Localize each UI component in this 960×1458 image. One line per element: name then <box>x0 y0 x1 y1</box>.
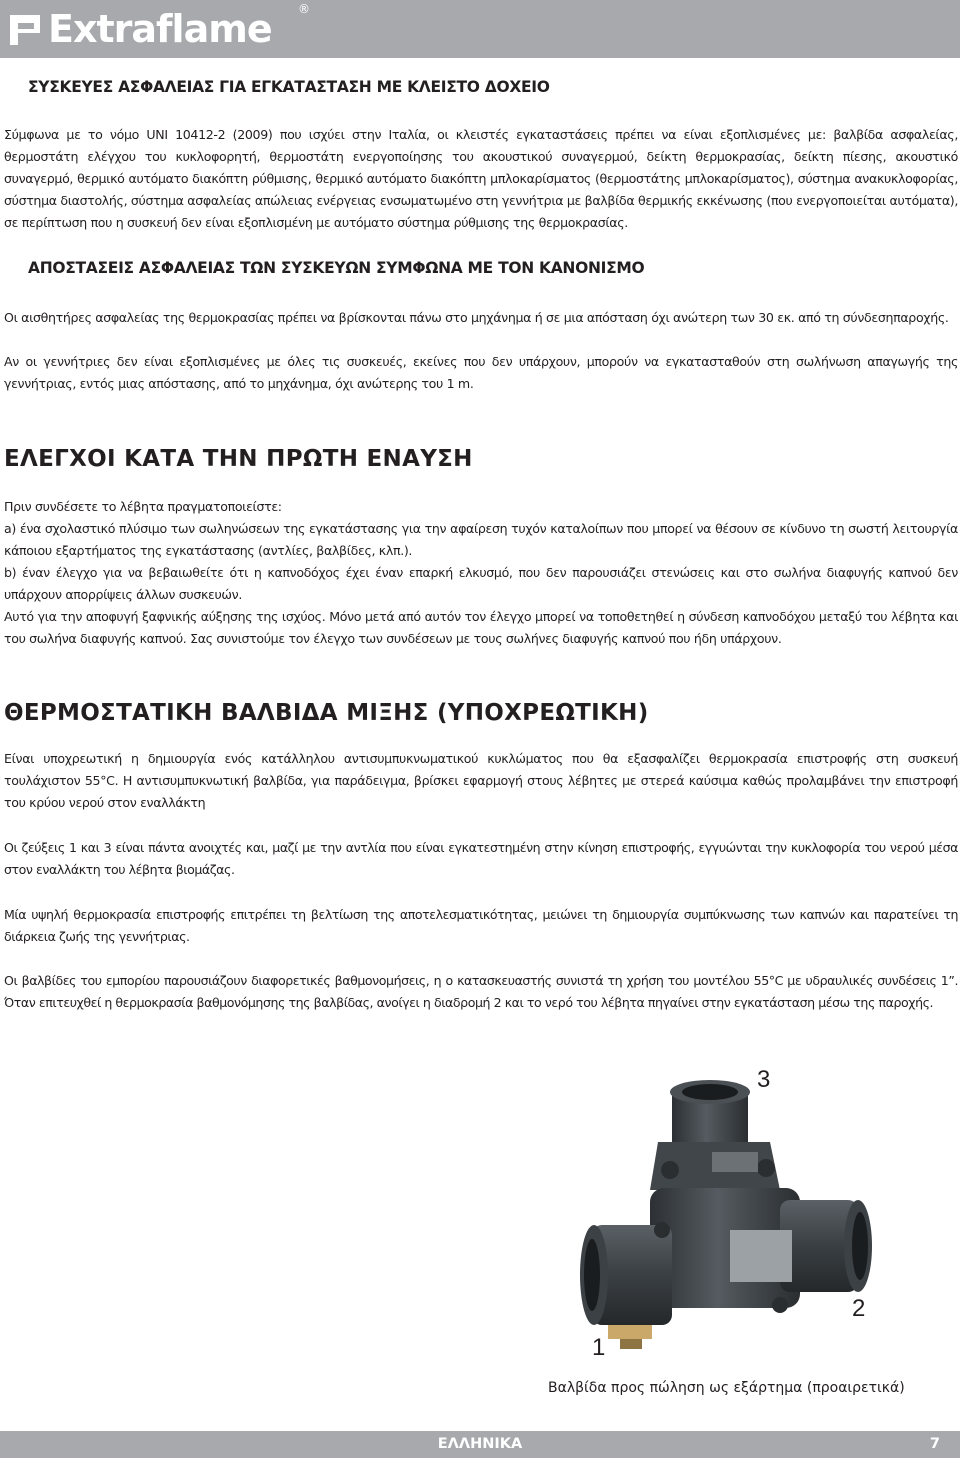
header-bar <box>0 0 960 58</box>
registered-mark: ® <box>298 2 310 16</box>
logo-mark-icon <box>8 11 44 47</box>
paragraph-high-return-temp: Μία υψηλή θερμοκρασία επιστροφής επιτρέπει τη βελτίωση της αποτελεσματικότητας, μειώνει τη δημιουργία συμπύκνωσης των καπνών και παρατείνει τη διάρκεια ζωής της γεννήτριας. <box>4 907 958 944</box>
section-title-first-ignition-checks: ΕΛΕΓΧΟΙ ΚΑΤΑ ΤΗΝ ΠΡΩΤΗ ΕΝΑΥΣΗ <box>4 446 473 472</box>
brand-name: Extraflame <box>48 7 272 51</box>
valve-figure <box>580 1080 880 1375</box>
paragraph-power-surge: Αυτό για την αποφυγή ξαφνικής αύξησης της ισχύος. Μόνο μετά από αυτόν τον έλεγχο μπορεί να τοποθετηθεί η σύνδεση καπνοδόχου μεταξύ του λέβητα και του σωλήνα διαφυγής καπνού. Σας συνιστούμε τον έλεγχο των συνδέσεων με τους σωλήνες διαφυγής καπνού που ήδη υπάρχουν. <box>4 609 958 646</box>
paragraph-before-connecting: Πριν συνδέσετε το λέβητα πραγματοποιείστε: <box>4 499 282 514</box>
footer-bar <box>0 1431 960 1458</box>
section-title-thermostatic-valve: ΘΕΡΜΟΣΤΑΤΙΚΗ ΒΑΛΒΙΔΑ ΜΙΞΗΣ (ΥΠΟΧΡΕΩΤΙΚΗ) <box>4 700 649 726</box>
paragraph-check-b: b) έναν έλεγχο για να βεβαιωθείτε ότι η καπνοδόχος έχει έναν επαρκή ελκυσμό, που δεν παρουσιάζει στενώσεις και στο σωλήνα διαφυγής καπνού δεν υπάρχουν απορρίψεις άλλων συσκευών. <box>4 565 958 602</box>
thermostatic-valve-image <box>580 1080 880 1375</box>
paragraph-connections: Οι ζεύξεις 1 και 3 είναι πάντα ανοιχτές και, μαζί με την αντλία που είναι εγκατεστημένη στην κίνηση επιστροφής, εγγυώνται την κυκλοφορία του νερού μέσα στον εναλλάκτη του λέβητα βιομάζας. <box>4 840 958 877</box>
figure-caption: Βαλβίδα προς πώληση ως εξάρτημα (προαιρετικά) <box>548 1380 905 1396</box>
section-title-safety-distances: ΑΠΟΣΤΑΣΕΙΣ ΑΣΦΑΛΕΙΑΣ ΤΩΝ ΣΥΣΚΕΥΩΝ ΣΥΜΦΩΝΑ ΜΕ ΤΟΝ ΚΑΝΟΝΙΣΜΟ <box>28 259 645 277</box>
callout-label-1: 1 <box>592 1334 606 1361</box>
paragraph-anticondensation: Είναι υποχρεωτική η δημιουργία ενός κατάλληλου αντισυμπυκνωματικού κυκλώματος που θα εξασφαλίζει θερμοκρασία επιστροφής στη συσκευή τουλάχιστον 55°C. Η αντισυμπυκνωτική βαλβίδα, για παράδειγμα, βρίσκει εφαρμογή στους λέβητες με στερεά καύσιμα καθώς προλαμβάνει την επιστροφή του κρύου νερού στον εναλλάκτη <box>4 751 958 810</box>
footer-language: ΕΛΛΗΝΙΚΑ <box>437 1436 523 1452</box>
paragraph-missing-devices: Αν οι γεννήτριες δεν είναι εξοπλισμένες με όλες τις συσκευές, εκείνες που δεν υπάρχουν, μπορούν να εγκατασταθούν στη σωλήνωση απαγωγής της γεννήτριας, εντός μιας απόστασης, από το μηχάνημα, όχι ανώτερης του 1 m. <box>4 354 958 391</box>
paragraph-safety-devices: Σύμφωνα με το νόμο UNI 10412-2 (2009) που ισχύει στην Ιταλία, οι κλειστές εγκαταστάσεις πρέπει να είναι εξοπλισμένες με: βαλβίδα ασφαλείας, θερμοστάτη ελέγχου του κυκλοφορητή, θερμοστάτη ενεργοποίησης του ακουστικού συναγερμού, δείκτη θερμοκρασίας, δείκτη πίεσης, ακουστικό συναγερμό, θερμικό αυτόματο διακόπτη ρύθμισης, θερμικό αυτόματο διακόπτη μπλοκαρίσματος (θερμοστάτης μπλοκαρίσματος), σύστημα ανακυκλοφορίας, σύστημα διαστολής, σύστημα ασφαλείας απώλειας ενέργειας ενσωματωμένο στη γεννήτρια με βαλβίδα θερμικής εκκένωσης (που ενεργοποιείται αυτόματα), σε περίπτωση που η συσκευή δεν είναι εξοπλισμένη με αυτόματο σύστημα ρύθμισης της θερμοκρασίας. <box>4 127 958 230</box>
paragraph-check-a: a) ένα σχολαστικό πλύσιμο των σωληνώσεων της εγκατάστασης για την αφαίρεση τυχόν καταλοίπων που μπορεί να θέσουν σε κίνδυνο τη σωστή λειτουργία κάποιου εξαρτήματος της εγκατάστασης (αντλίες, βαλβίδες, κλπ.). <box>4 521 958 558</box>
callout-label-3: 3 <box>757 1066 771 1093</box>
page-number: 7 <box>929 1436 940 1452</box>
brand-logo <box>8 6 272 52</box>
section-title-safety-devices: ΣΥΣΚΕΥΕΣ ΑΣΦΑΛΕΙΑΣ ΓΙΑ ΕΓΚΑΤΑΣΤΑΣΗ ΜΕ ΚΛΕΙΣΤΟ ΔΟΧΕΙΟ <box>28 78 550 96</box>
callout-label-2: 2 <box>852 1295 866 1322</box>
paragraph-calibration: Οι βαλβίδες του εμπορίου παρουσιάζουν διαφορετικές βαθμονομήσεις, η ο κατασκευαστής συνιστά τη χρήση του μοντέλου 55°C με υδραυλικές συνδέσεις 1”. Όταν επιτευχθεί η θερμοκρασία βαθμονόμησης της βαλβίδας, ανοίγει η διαδρομή 2 και το νερό του λέβητα πηγαίνει στην εγκατάσταση μέσω της παροχής. <box>4 973 958 1010</box>
paragraph-sensor-distance: Οι αισθητήρες ασφαλείας της θερμοκρασίας πρέπει να βρίσκονται πάνω στο μηχάνημα ή σε μια απόσταση όχι ανώτερη των 30 εκ. από τη σύνδεσηπαροχής. <box>4 310 949 325</box>
